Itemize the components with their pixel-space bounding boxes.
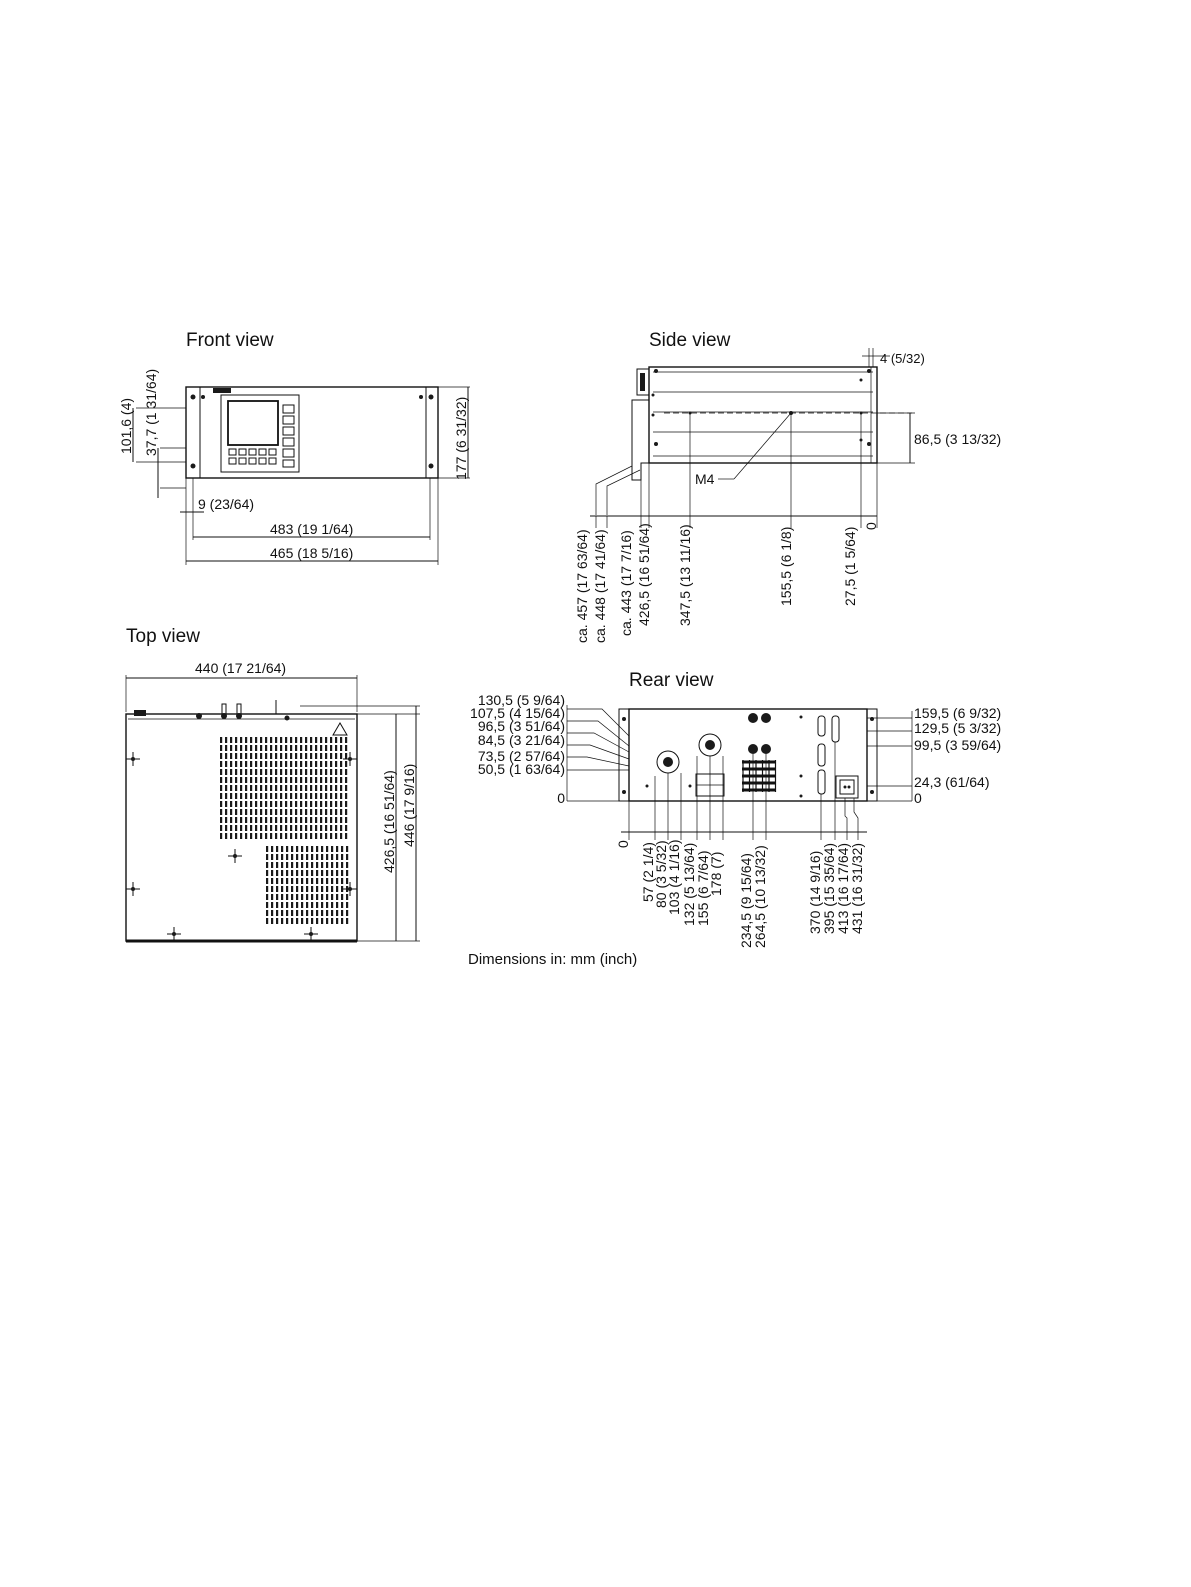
dim-rear-370: 370 (14 9/16): [807, 850, 823, 934]
label-m4: M4: [695, 471, 715, 487]
dim-101-6: 101,6 (4): [118, 397, 134, 454]
dim-rear-96-5: 96,5 (3 51/64): [477, 718, 565, 734]
dim-rear-155: 155 (6 7/64): [695, 850, 711, 926]
dim-177: 177 (6 31/32): [453, 396, 469, 480]
dim-rear-413: 413 (16 17/64): [835, 842, 851, 934]
dim-446: 446 (17 9/16): [401, 763, 417, 847]
dim-rear-234-5: 234,5 (9 15/64): [738, 853, 754, 948]
dim-side-443: ca. 443 (17 7/16): [618, 530, 634, 636]
dim-side-426-5: 426,5 (16 51/64): [636, 523, 652, 626]
dim-rear-80: 80 (3 5/32): [653, 840, 669, 908]
dim-rear-107-5: 107,5 (4 15/64): [470, 705, 565, 721]
top-view: [126, 626, 420, 941]
dim-side-155-5: 155,5 (6 1/8): [778, 526, 794, 606]
dim-rear-395: 395 (15 35/64): [821, 842, 837, 934]
front-view: [118, 330, 470, 565]
mount-hole: [191, 464, 196, 469]
dim-side-347-5: 347,5 (13 11/16): [677, 524, 693, 626]
dim-side-27-5: 27,5 (1 5/64): [842, 526, 858, 606]
dim-37-7: 37,7 (1 31/64): [143, 368, 159, 456]
front-panel-flange: [186, 387, 438, 478]
dim-rear-103: 103 (4 1/16): [666, 839, 682, 915]
screw-icon: [201, 395, 205, 399]
mount-hole: [429, 464, 434, 469]
dim-rear-84-5: 84,5 (3 21/64): [477, 732, 565, 748]
screw-icon: [419, 395, 423, 399]
front-view-title: Front view: [186, 330, 274, 351]
dim-465: 465 (18 5/16): [270, 545, 354, 561]
rear-view-title: Rear view: [629, 670, 714, 691]
dim-9: 9 (23/64): [198, 496, 255, 512]
brand-label: [213, 388, 231, 393]
top-view-title: Top view: [126, 626, 200, 647]
dim-86-5: 86,5 (3 13/32): [914, 431, 1002, 447]
dim-rear-50-5: 50,5 (1 63/64): [477, 761, 565, 777]
side-view-title: Side view: [649, 330, 731, 351]
dim-rear-73-5: 73,5 (2 57/64): [477, 748, 565, 764]
dim-rear-264-5: 264,5 (10 13/32): [752, 845, 768, 948]
dim-rear-24-3: 24,3 (61/64): [914, 774, 990, 790]
dim-rear-129-5: 129,5 (5 3/32): [914, 720, 1002, 736]
dim-440: 440 (17 21/64): [195, 660, 287, 676]
dim-483: 483 (19 1/64): [270, 521, 354, 537]
dim-rear-99-5: 99,5 (3 59/64): [914, 737, 1002, 753]
mount-hole: [191, 395, 196, 400]
dim-rear-130-5: 130,5 (5 9/64): [477, 692, 565, 708]
dim-rear-left-0: 0: [557, 790, 565, 806]
dim-rear-159-5: 159,5 (6 9/32): [914, 705, 1002, 721]
dim-side-0: 0: [863, 522, 879, 530]
dim-426-5: 426,5 (16 51/64): [381, 770, 397, 873]
dimensions-note: Dimensions in: mm (inch): [468, 951, 638, 968]
mount-hole: [429, 395, 434, 400]
display-screen: [228, 401, 278, 445]
dim-side-457: ca. 457 (17 63/64): [574, 529, 590, 643]
rear-view: [470, 670, 1001, 948]
dim-rear-431: 431 (16 31/32): [849, 842, 865, 934]
side-view: [574, 330, 1001, 643]
dim-rear-132: 132 (5 13/64): [681, 842, 697, 926]
dim-4: 4 (5/32): [880, 351, 925, 366]
rear-housing: [629, 709, 867, 801]
dim-rear-57: 57 (2 1/4): [640, 842, 656, 902]
dim-rear-right-0: 0: [914, 790, 922, 806]
dim-side-448: ca. 448 (17 41/64): [592, 529, 608, 643]
side-housing: [649, 367, 877, 463]
dim-rear-bottom-0: 0: [615, 840, 631, 848]
dim-rear-178: 178 (7): [708, 851, 724, 896]
